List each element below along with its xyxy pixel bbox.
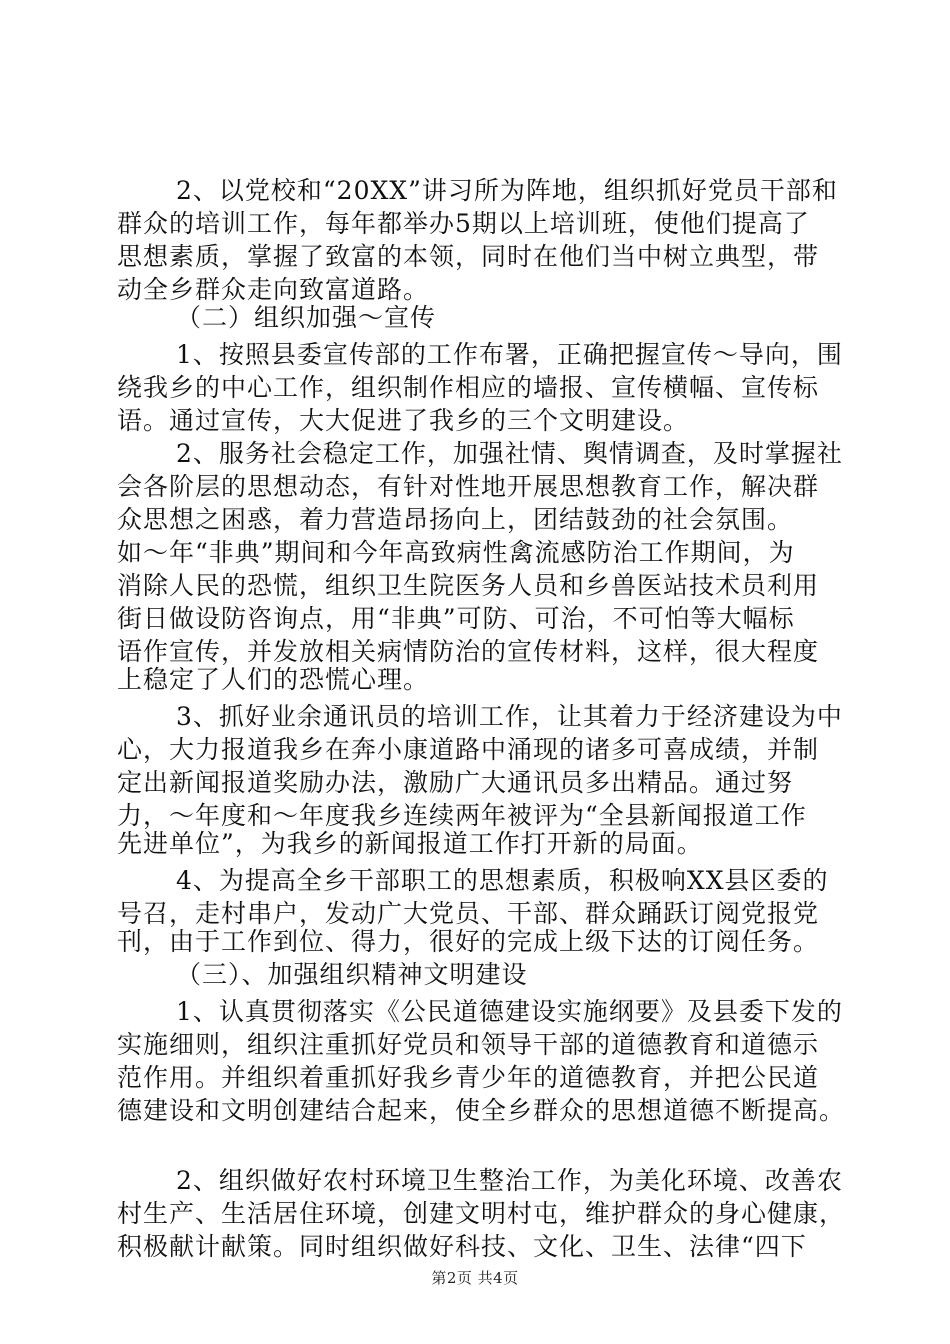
body-line: 2、以党校和“20XX”讲习所为阵地，组织抓好党员干部和 bbox=[176, 176, 838, 205]
body-line: 积极献计献策。同时组织做好科技、文化、卫生、法律“四下 bbox=[117, 1232, 807, 1261]
page-footer: 第2页 共4页 bbox=[431, 1269, 519, 1287]
body-line: 2、服务社会稳定工作，加强社情、舆情调查，及时掌握社 bbox=[176, 439, 843, 468]
body-line: 号召，走村串户，发动广大党员、干部、群众踊跃订阅党报党 bbox=[117, 899, 820, 928]
body-line: 街日做设防咨询点，用“非典”可防、可治，不可怕等大幅标 bbox=[117, 604, 795, 633]
body-line: 定出新闻报道奖励办法，激励广大通讯员多出精品。通过努 bbox=[117, 768, 794, 797]
section-heading: （二）组织加强～宣传 bbox=[176, 303, 437, 332]
body-line: 上稳定了人们的恐慌心理。 bbox=[117, 665, 430, 694]
body-line: 1、认真贯彻落实《公民道德建设实施纲要》及县委下发的 bbox=[176, 997, 843, 1026]
body-line: 语作宣传，并发放相关病情防治的宣传材料，这样，很大程度 bbox=[117, 637, 820, 666]
body-line: 心，大力报道我乡在奔小康道路中涌现的诸多可喜成绩，并制 bbox=[117, 735, 820, 764]
body-line: 绕我乡的中心工作，组织制作相应的墙报、宣传横幅、宣传标 bbox=[117, 373, 820, 402]
body-line: 刊，由于工作到位、得力，很好的完成上级下达的订阅任务。 bbox=[117, 927, 820, 956]
body-line: 如～年“非典”期间和今年高致病性禽流感防治工作期间，为 bbox=[117, 538, 795, 567]
section-heading: （三）、加强组织精神文明建设 bbox=[176, 960, 528, 989]
body-line: 众思想之困惑，着力营造昂扬向上，团结鼓劲的社会氛围。 bbox=[117, 505, 794, 534]
body-line: 1、按照县委宣传部的工作布署，正确把握宣传～导向，围 bbox=[176, 340, 843, 369]
body-line: 村生产、生活居住环境，创建文明村屯，维护群众的身心健康， bbox=[117, 1199, 846, 1228]
body-line: 动全乡群众走向致富道路。 bbox=[117, 275, 430, 304]
body-line: 范作用。并组织着重抓好我乡青少年的道德教育，并把公民道 bbox=[117, 1063, 820, 1092]
body-line: 3、抓好业余通讯员的培训工作，让其着力于经济建设为中 bbox=[176, 702, 843, 731]
body-line: 力，～年度和～年度我乡连续两年被评为“全县新闻报道工作 bbox=[117, 801, 807, 830]
body-line: 群众的培训工作，每年都举办5期以上培训班，使他们提高了 bbox=[117, 209, 810, 238]
body-line: 会各阶层的思想动态，有针对性地开展思想教育工作，解决群 bbox=[117, 472, 820, 501]
body-line: 实施细则，组织注重抓好党员和领导干部的道德教育和道德示 bbox=[117, 1030, 820, 1059]
body-line: 思想素质，掌握了致富的本领，同时在他们当中树立典型，带 bbox=[117, 242, 820, 271]
body-line: 4、为提高全乡干部职工的思想素质，积极响XX县区委的 bbox=[176, 866, 829, 895]
body-line: 消除人民的恐慌，组织卫生院医务人员和乡兽医站技术员利用 bbox=[117, 571, 820, 600]
body-line: 语。通过宣传，大大促进了我乡的三个文明建设。 bbox=[117, 406, 690, 435]
body-line: 2、组织做好农村环境卫生整治工作，为美化环境、改善农 bbox=[176, 1166, 843, 1195]
body-line: 先进单位”，为我乡的新闻报道工作打开新的局面。 bbox=[117, 829, 703, 858]
body-line: 德建设和文明创建结合起来，使全乡群众的思想道德不断提高。 bbox=[117, 1096, 846, 1125]
